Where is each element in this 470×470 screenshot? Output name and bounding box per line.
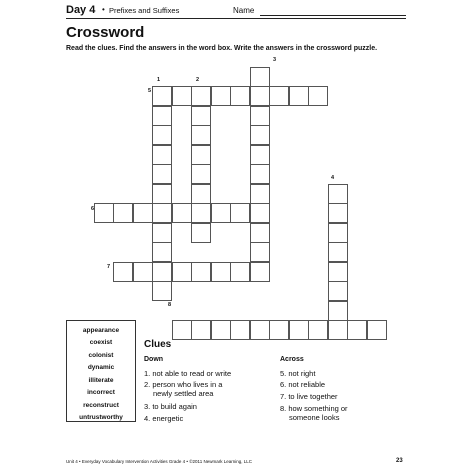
- crossword-cell[interactable]: [152, 184, 172, 204]
- footer-credit: Unit 4 • Everyday Vocabulary Intervention Activities Grade 4 • ©2011 Newmark Learning, LLC: [66, 459, 252, 464]
- crossword-cell[interactable]: [250, 242, 270, 262]
- crossword-cell[interactable]: [367, 320, 387, 340]
- word-box-item: colonist: [88, 352, 114, 359]
- crossword-cell[interactable]: [250, 203, 270, 223]
- word-box-item: appearance: [82, 327, 120, 334]
- crossword-cell[interactable]: [152, 164, 172, 184]
- page-number: 23: [396, 458, 403, 464]
- crossword-cell[interactable]: [211, 320, 231, 340]
- crossword-cell[interactable]: [250, 67, 270, 87]
- clue-number: 3: [273, 57, 277, 63]
- crossword-cell[interactable]: [269, 320, 289, 340]
- crossword-cell[interactable]: [250, 320, 270, 340]
- crossword-cell[interactable]: [152, 106, 172, 126]
- crossword-cell[interactable]: [328, 320, 348, 340]
- crossword-cell[interactable]: [289, 86, 309, 106]
- crossword-cell[interactable]: [250, 106, 270, 126]
- page-title: Crossword: [66, 24, 145, 41]
- crossword-cell[interactable]: [94, 203, 114, 223]
- clue-number: 2: [196, 77, 200, 83]
- crossword-cell[interactable]: [172, 86, 192, 106]
- crossword-cell[interactable]: [347, 320, 367, 340]
- crossword-cell[interactable]: [250, 223, 270, 243]
- word-box-item: coexist: [89, 339, 113, 346]
- crossword-cell[interactable]: [250, 164, 270, 184]
- crossword-cell[interactable]: [191, 203, 211, 223]
- crossword-cell[interactable]: [133, 203, 153, 223]
- crossword-cell[interactable]: [328, 281, 348, 301]
- word-box: [66, 320, 136, 422]
- clue-number: 5: [148, 88, 152, 94]
- crossword-cell[interactable]: [172, 320, 192, 340]
- instructions: Read the clues. Find the answers in the word box. Write the answers in the crossword puzzle.: [66, 45, 378, 52]
- crossword-cell[interactable]: [211, 262, 231, 282]
- clue-number: 4: [331, 175, 335, 181]
- down-heading: Down: [144, 356, 164, 363]
- crossword-cell[interactable]: [152, 223, 172, 243]
- crossword-cell[interactable]: [152, 145, 172, 165]
- crossword-cell[interactable]: [113, 262, 133, 282]
- crossword-cell[interactable]: [152, 86, 172, 106]
- crossword-cell[interactable]: [211, 203, 231, 223]
- down-clue-4: 4. energetic: [144, 414, 184, 423]
- word-box-item: reconstruct: [83, 402, 119, 409]
- crossword-cell[interactable]: [230, 262, 250, 282]
- crossword-cell[interactable]: [191, 106, 211, 126]
- crossword-cell[interactable]: [328, 184, 348, 204]
- crossword-cell[interactable]: [152, 203, 172, 223]
- clue-number: 7: [107, 264, 111, 270]
- word-box-item: dynamic: [87, 364, 115, 371]
- crossword-cell[interactable]: [133, 262, 153, 282]
- crossword-cell[interactable]: [328, 223, 348, 243]
- across-clue-8: 8. how something or someone looks: [280, 404, 348, 422]
- word-box-item: illiterate: [88, 377, 114, 384]
- word-box-item: untrustworthy: [79, 414, 123, 421]
- crossword-cell[interactable]: [289, 320, 309, 340]
- crossword-cell[interactable]: [191, 164, 211, 184]
- header-bullet: •: [102, 5, 105, 14]
- down-clue-3: 3. to build again: [144, 402, 197, 411]
- clue-number: 8: [168, 302, 172, 308]
- crossword-cell[interactable]: [250, 184, 270, 204]
- crossword-cell[interactable]: [308, 320, 328, 340]
- across-clue-5: 5. not right: [280, 369, 316, 378]
- crossword-cell[interactable]: [152, 125, 172, 145]
- crossword-cell[interactable]: [230, 320, 250, 340]
- down-clue-2: 2. person who lives in a newly settled area: [144, 380, 223, 398]
- crossword-cell[interactable]: [269, 86, 289, 106]
- crossword-cell[interactable]: [308, 86, 328, 106]
- crossword-cell[interactable]: [191, 145, 211, 165]
- down-clue-1: 1. not able to read or write: [144, 369, 232, 378]
- crossword-cell[interactable]: [152, 281, 172, 301]
- crossword-cell[interactable]: [250, 262, 270, 282]
- crossword-cell[interactable]: [211, 86, 231, 106]
- crossword-cell[interactable]: [191, 320, 211, 340]
- crossword-cell[interactable]: [191, 125, 211, 145]
- crossword-cell[interactable]: [152, 242, 172, 262]
- across-clue-6: 6. not reliable: [280, 380, 326, 389]
- crossword-cell[interactable]: [191, 262, 211, 282]
- crossword-cell[interactable]: [250, 145, 270, 165]
- crossword-cell[interactable]: [250, 125, 270, 145]
- lesson-topic: Prefixes and Suffixes: [109, 6, 180, 15]
- clues-title: Clues: [144, 339, 172, 350]
- crossword-cell[interactable]: [172, 203, 192, 223]
- crossword-cell[interactable]: [191, 184, 211, 204]
- word-box-item: incorrect: [87, 389, 115, 396]
- name-label: Name: [233, 6, 255, 15]
- crossword-cell[interactable]: [172, 262, 192, 282]
- crossword-cell[interactable]: [230, 203, 250, 223]
- crossword-cell[interactable]: [328, 203, 348, 223]
- clue-number: 1: [157, 77, 161, 83]
- across-heading: Across: [280, 356, 304, 363]
- day-label: Day 4: [66, 4, 96, 16]
- crossword-cell[interactable]: [328, 301, 348, 321]
- crossword-cell[interactable]: [230, 86, 250, 106]
- crossword-cell[interactable]: [328, 242, 348, 262]
- crossword-cell[interactable]: [152, 262, 172, 282]
- crossword-cell[interactable]: [113, 203, 133, 223]
- crossword-cell[interactable]: [191, 86, 211, 106]
- across-clue-7: 7. to live together: [280, 392, 338, 401]
- crossword-cell[interactable]: [328, 262, 348, 282]
- crossword-cell[interactable]: [191, 223, 211, 243]
- crossword-cell[interactable]: [250, 86, 270, 106]
- clue-number: 6: [91, 206, 95, 212]
